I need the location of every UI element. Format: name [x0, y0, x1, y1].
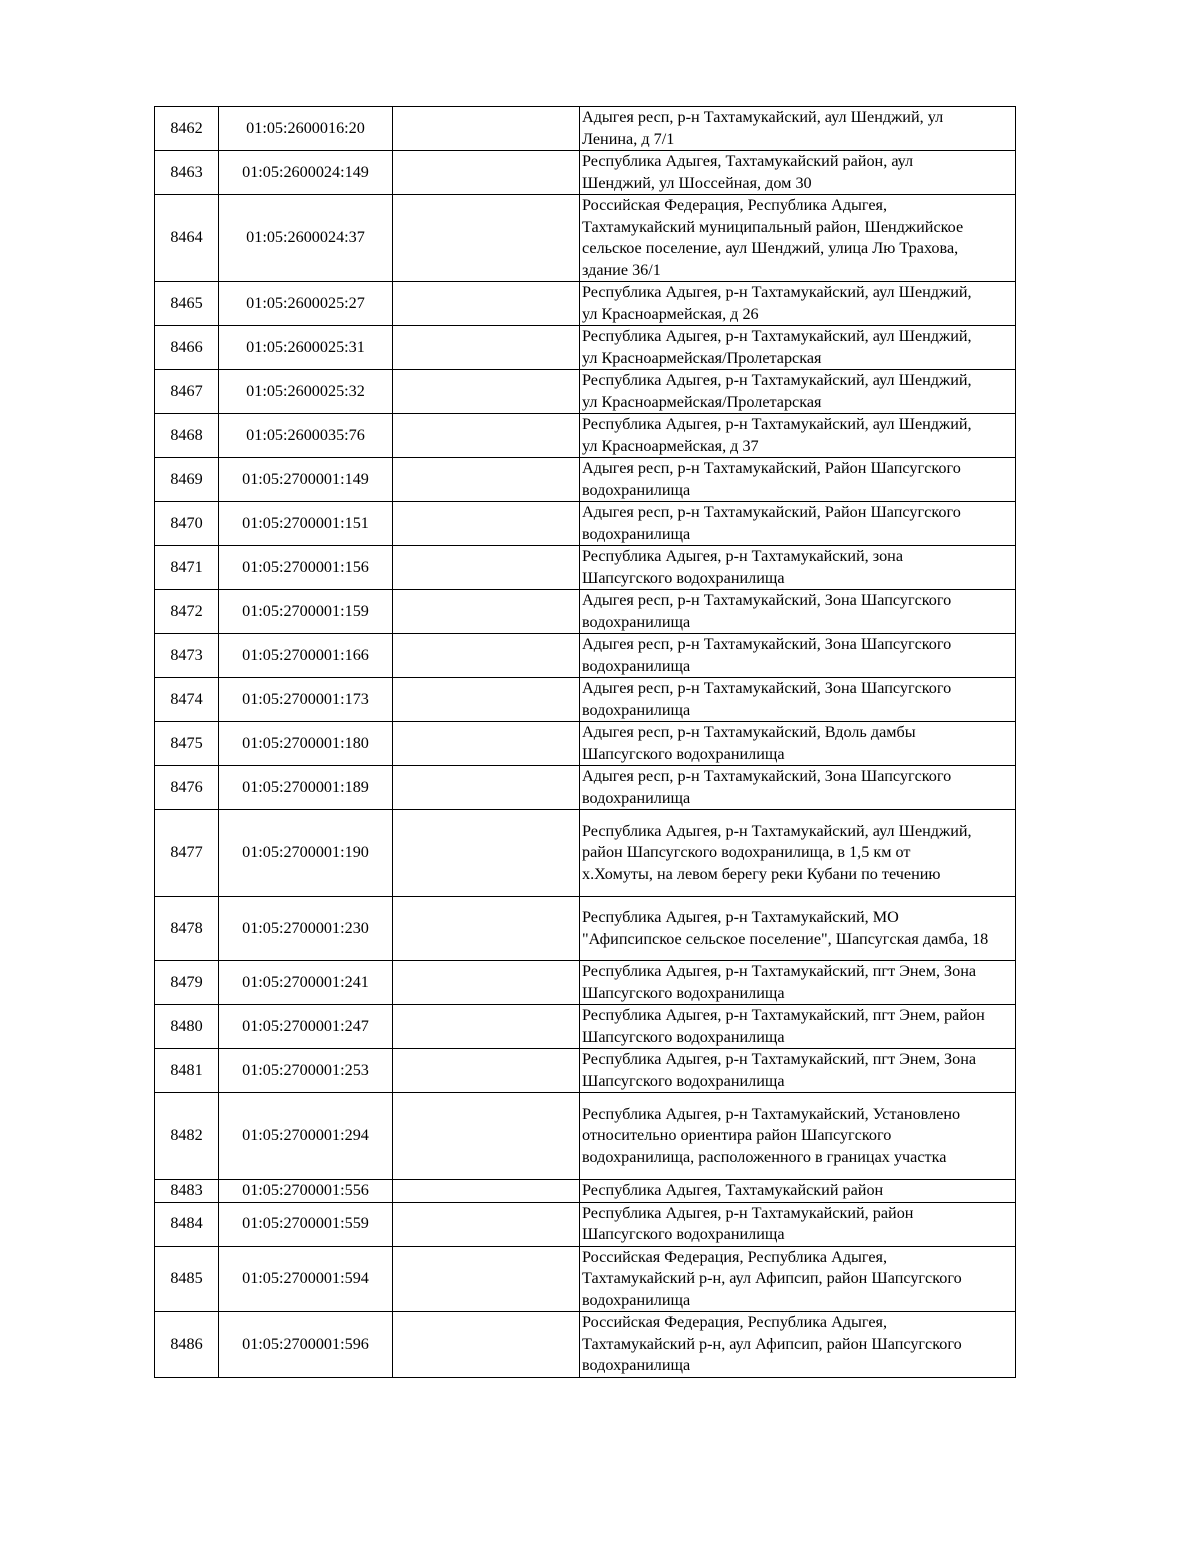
address-cell: [580, 634, 1016, 678]
cadastral-number-cell: 01:05:2700001:596: [219, 1312, 393, 1378]
address-line: Шапсугского водохранилища: [582, 744, 785, 763]
row-number-cell: 8477: [155, 810, 219, 897]
address-line: Республика Адыгея, р-н Тахтамукайский, пгт Энем, район: [582, 1006, 985, 1024]
empty-cell: [393, 1093, 580, 1180]
address-cell: [580, 458, 1016, 502]
row-number-cell: 8478: [155, 897, 219, 961]
empty-cell: [393, 678, 580, 722]
cadastral-number-cell: 01:05:2700001:253: [219, 1049, 393, 1093]
empty-cell: [393, 897, 580, 961]
empty-cell: [393, 766, 580, 810]
address-cell: [580, 414, 1016, 458]
cadastral-number-cell: 01:05:2700001:166: [219, 634, 393, 678]
table-row: [155, 458, 1016, 502]
address-line: Тахтамукайский р-н, аул Афипсип, район Шапсугского: [582, 1334, 962, 1353]
table-row: [155, 326, 1016, 370]
row-number-cell: 8463: [155, 151, 219, 195]
table-row: [155, 370, 1016, 414]
address-cell: [580, 766, 1016, 810]
cadastral-number-cell: 01:05:2600024:37: [219, 195, 393, 282]
address-line: Шапсугского водохранилища: [582, 1027, 785, 1046]
cadastral-number-cell: 01:05:2700001:241: [219, 961, 393, 1005]
address-cell: [580, 961, 1016, 1005]
cadastral-number-cell: 01:05:2700001:247: [219, 1005, 393, 1049]
cadastral-number-cell: 01:05:2700001:594: [219, 1246, 393, 1312]
row-number-cell: 8462: [155, 107, 219, 151]
address-line: водохранилища: [582, 612, 691, 631]
address-line: водохранилища, расположенного в границах участка: [582, 1147, 947, 1166]
row-number-cell: 8484: [155, 1202, 219, 1246]
address-line: водохранилища: [582, 656, 691, 675]
address-cell: [580, 326, 1016, 370]
empty-cell: [393, 810, 580, 897]
cadastral-number-cell: 01:05:2700001:180: [219, 722, 393, 766]
cadastral-number-cell: 01:05:2700001:190: [219, 810, 393, 897]
address-cell: [580, 282, 1016, 326]
address-cell: [580, 1049, 1016, 1093]
table-row: [155, 502, 1016, 546]
address-cell: [580, 1005, 1016, 1049]
cadastral-number-cell: 01:05:2700001:151: [219, 502, 393, 546]
address-line: ул Красноармейская, д 26: [582, 304, 759, 323]
row-number-cell: 8474: [155, 678, 219, 722]
row-number-cell: 8483: [155, 1180, 219, 1203]
address-line: Шапсугского водохранилища: [582, 568, 785, 587]
row-number-cell: 8470: [155, 502, 219, 546]
table-row: [155, 897, 1016, 961]
cadastral-number-cell: 01:05:2700001:294: [219, 1093, 393, 1180]
empty-cell: [393, 282, 580, 326]
table-row: [155, 107, 1016, 151]
table-row: [155, 1049, 1016, 1093]
address-line: Республика Адыгея, р-н Тахтамукайский, зона: [582, 547, 904, 565]
address-line: Республика Адыгея, р-н Тахтамукайский, аул Шенджий,: [582, 327, 972, 345]
cadastral-number-cell: 01:05:2700001:159: [219, 590, 393, 634]
address-line: относительно ориентира район Шапсугского: [582, 1126, 892, 1145]
address-line: Шапсугского водохранилища: [582, 1225, 785, 1243]
address-line: Республика Адыгея, р-н Тахтамукайский, аул Шенджий,: [582, 415, 972, 433]
table-row: [155, 546, 1016, 590]
row-number-cell: 8482: [155, 1093, 219, 1180]
address-line: ул Красноармейская/Пролетарская: [582, 348, 822, 367]
cadastral-number-cell: 01:05:2600024:149: [219, 151, 393, 195]
table-row: [155, 766, 1016, 810]
cadastral-number-cell: 01:05:2700001:230: [219, 897, 393, 961]
table-row: [155, 151, 1016, 195]
address-line: Адыгея респ, р-н Тахтамукайский, Зона Шапсугского: [582, 591, 952, 609]
address-line: Шенджий, ул Шоссейная, дом 30: [582, 173, 812, 192]
address-line: водохранилища: [582, 1356, 691, 1374]
empty-cell: [393, 414, 580, 458]
address-line: Адыгея респ, р-н Тахтамукайский, Зона Шапсугского: [582, 767, 952, 785]
address-line: водохранилища: [582, 788, 691, 807]
cadastral-number-cell: 01:05:2600025:27: [219, 282, 393, 326]
empty-cell: [393, 151, 580, 195]
row-number-cell: 8469: [155, 458, 219, 502]
address-line: водохранилища: [582, 700, 691, 719]
address-cell: [580, 590, 1016, 634]
row-number-cell: 8467: [155, 370, 219, 414]
cadastral-number-cell: 01:05:2600025:32: [219, 370, 393, 414]
row-number-cell: 8480: [155, 1005, 219, 1049]
address-line: Адыгея респ, р-н Тахтамукайский, Район Шапсугского: [582, 459, 961, 477]
address-line: Республика Адыгея, Тахтамукайский район: [582, 1181, 884, 1199]
address-line: район Шапсугского водохранилища, в 1,5 км от: [582, 843, 911, 862]
row-number-cell: 8471: [155, 546, 219, 590]
row-number-cell: 8465: [155, 282, 219, 326]
address-line: Республика Адыгея, Тахтамукайский район, аул: [582, 152, 914, 170]
table-row: [155, 414, 1016, 458]
cadastral-number-cell: 01:05:2600025:31: [219, 326, 393, 370]
empty-cell: [393, 1180, 580, 1203]
cadastral-number-cell: 01:05:2700001:156: [219, 546, 393, 590]
address-cell: [580, 897, 1016, 961]
cadastral-number-cell: 01:05:2700001:149: [219, 458, 393, 502]
row-number-cell: 8479: [155, 961, 219, 1005]
table-row: [155, 1005, 1016, 1049]
empty-cell: [393, 1202, 580, 1246]
table-row: [155, 1202, 1016, 1246]
address-line: ул Красноармейская, д 37: [582, 436, 759, 455]
table-row: [155, 282, 1016, 326]
cadastral-number-cell: 01:05:2700001:189: [219, 766, 393, 810]
table-row: [155, 1312, 1016, 1378]
address-line: Адыгея респ, р-н Тахтамукайский, Зона Шапсугского: [582, 679, 952, 697]
address-cell: [580, 722, 1016, 766]
address-cell: [580, 151, 1016, 195]
table-row: [155, 810, 1016, 897]
cadastral-number-cell: 01:05:2600035:76: [219, 414, 393, 458]
empty-cell: [393, 1246, 580, 1312]
row-number-cell: 8486: [155, 1312, 219, 1378]
table-row: [155, 961, 1016, 1005]
address-line: Тахтамукайский муниципальный район, Шенджийское: [582, 217, 964, 236]
table-row: [155, 590, 1016, 634]
address-line: водохранилища: [582, 1290, 691, 1309]
address-cell: [580, 546, 1016, 590]
empty-cell: [393, 590, 580, 634]
address-line: Республика Адыгея, р-н Тахтамукайский, МО: [582, 908, 899, 926]
address-line: Республика Адыгея, р-н Тахтамукайский, аул Шенджий,: [582, 283, 972, 301]
address-line: Российская Федерация, Республика Адыгея,: [582, 196, 888, 214]
cadastral-number-cell: 01:05:2700001:559: [219, 1202, 393, 1246]
row-number-cell: 8464: [155, 195, 219, 282]
address-cell: [580, 502, 1016, 546]
address-line: водохранилища: [582, 480, 691, 499]
address-line: Тахтамукайский р-н, аул Афипсип, район Шапсугского: [582, 1269, 962, 1287]
table-row: [155, 634, 1016, 678]
row-number-cell: 8476: [155, 766, 219, 810]
address-line: Республика Адыгея, р-н Тахтамукайский, район: [582, 1203, 914, 1222]
address-line: Российская Федерация, Республика Адыгея,: [582, 1313, 888, 1331]
empty-cell: [393, 107, 580, 151]
row-number-cell: 8481: [155, 1049, 219, 1093]
address-line: Адыгея респ, р-н Тахтамукайский, аул Шенджий, ул: [582, 108, 944, 126]
cadastral-number-cell: 01:05:2700001:173: [219, 678, 393, 722]
address-line: Республика Адыгея, р-н Тахтамукайский, пгт Энем, Зона: [582, 1050, 977, 1068]
address-cell: [580, 370, 1016, 414]
row-number-cell: 8475: [155, 722, 219, 766]
empty-cell: [393, 961, 580, 1005]
empty-cell: [393, 195, 580, 282]
address-line: "Афипсипское сельское поселение", Шапсугская дамба, 18: [582, 929, 989, 948]
row-number-cell: 8473: [155, 634, 219, 678]
address-line: сельское поселение, аул Шенджий, улица Лю Трахова,: [582, 239, 959, 257]
empty-cell: [393, 634, 580, 678]
table-body: [155, 107, 1016, 1378]
address-line: здание 36/1: [582, 260, 661, 279]
address-line: Адыгея респ, р-н Тахтамукайский, Вдоль дамбы: [582, 723, 916, 741]
table-row: [155, 195, 1016, 282]
row-number-cell: 8466: [155, 326, 219, 370]
row-number-cell: 8472: [155, 590, 219, 634]
land-plots-table: [154, 106, 1016, 1378]
table-row: [155, 1180, 1016, 1203]
address-cell: [580, 107, 1016, 151]
address-line: х.Хомуты, на левом берегу реки Кубани по течению: [582, 864, 941, 883]
address-cell: [580, 1202, 1016, 1246]
address-line: Республика Адыгея, р-н Тахтамукайский, Установлено: [582, 1104, 961, 1123]
address-cell: [580, 810, 1016, 897]
address-line: Республика Адыгея, р-н Тахтамукайский, пгт Энем, Зона: [582, 962, 977, 980]
empty-cell: [393, 1049, 580, 1093]
cadastral-number-cell: 01:05:2700001:556: [219, 1180, 393, 1203]
table-row: [155, 1246, 1016, 1312]
empty-cell: [393, 326, 580, 370]
address-cell: [580, 1093, 1016, 1180]
address-line: Республика Адыгея, р-н Тахтамукайский, аул Шенджий,: [582, 371, 972, 389]
address-line: Ленина, д 7/1: [582, 129, 675, 148]
empty-cell: [393, 458, 580, 502]
cadastral-number-cell: 01:05:2600016:20: [219, 107, 393, 151]
address-line: Российская Федерация, Республика Адыгея,: [582, 1247, 888, 1266]
address-cell: [580, 1180, 1016, 1203]
address-line: Адыгея респ, р-н Тахтамукайский, Район Шапсугского: [582, 503, 961, 521]
address-line: водохранилища: [582, 524, 691, 543]
table-row: [155, 722, 1016, 766]
row-number-cell: 8468: [155, 414, 219, 458]
address-line: Республика Адыгея, р-н Тахтамукайский, аул Шенджий,: [582, 821, 972, 840]
address-line: Шапсугского водохранилища: [582, 983, 785, 1002]
empty-cell: [393, 722, 580, 766]
empty-cell: [393, 546, 580, 590]
address-cell: [580, 678, 1016, 722]
address-cell: [580, 1312, 1016, 1378]
table-row: [155, 1093, 1016, 1180]
table-row: [155, 678, 1016, 722]
empty-cell: [393, 502, 580, 546]
address-line: Шапсугского водохранилища: [582, 1071, 785, 1090]
empty-cell: [393, 1312, 580, 1378]
empty-cell: [393, 1005, 580, 1049]
address-line: Адыгея респ, р-н Тахтамукайский, Зона Шапсугского: [582, 635, 952, 653]
address-line: ул Красноармейская/Пролетарская: [582, 392, 822, 411]
row-number-cell: 8485: [155, 1246, 219, 1312]
empty-cell: [393, 370, 580, 414]
address-cell: [580, 1246, 1016, 1312]
address-cell: [580, 195, 1016, 282]
